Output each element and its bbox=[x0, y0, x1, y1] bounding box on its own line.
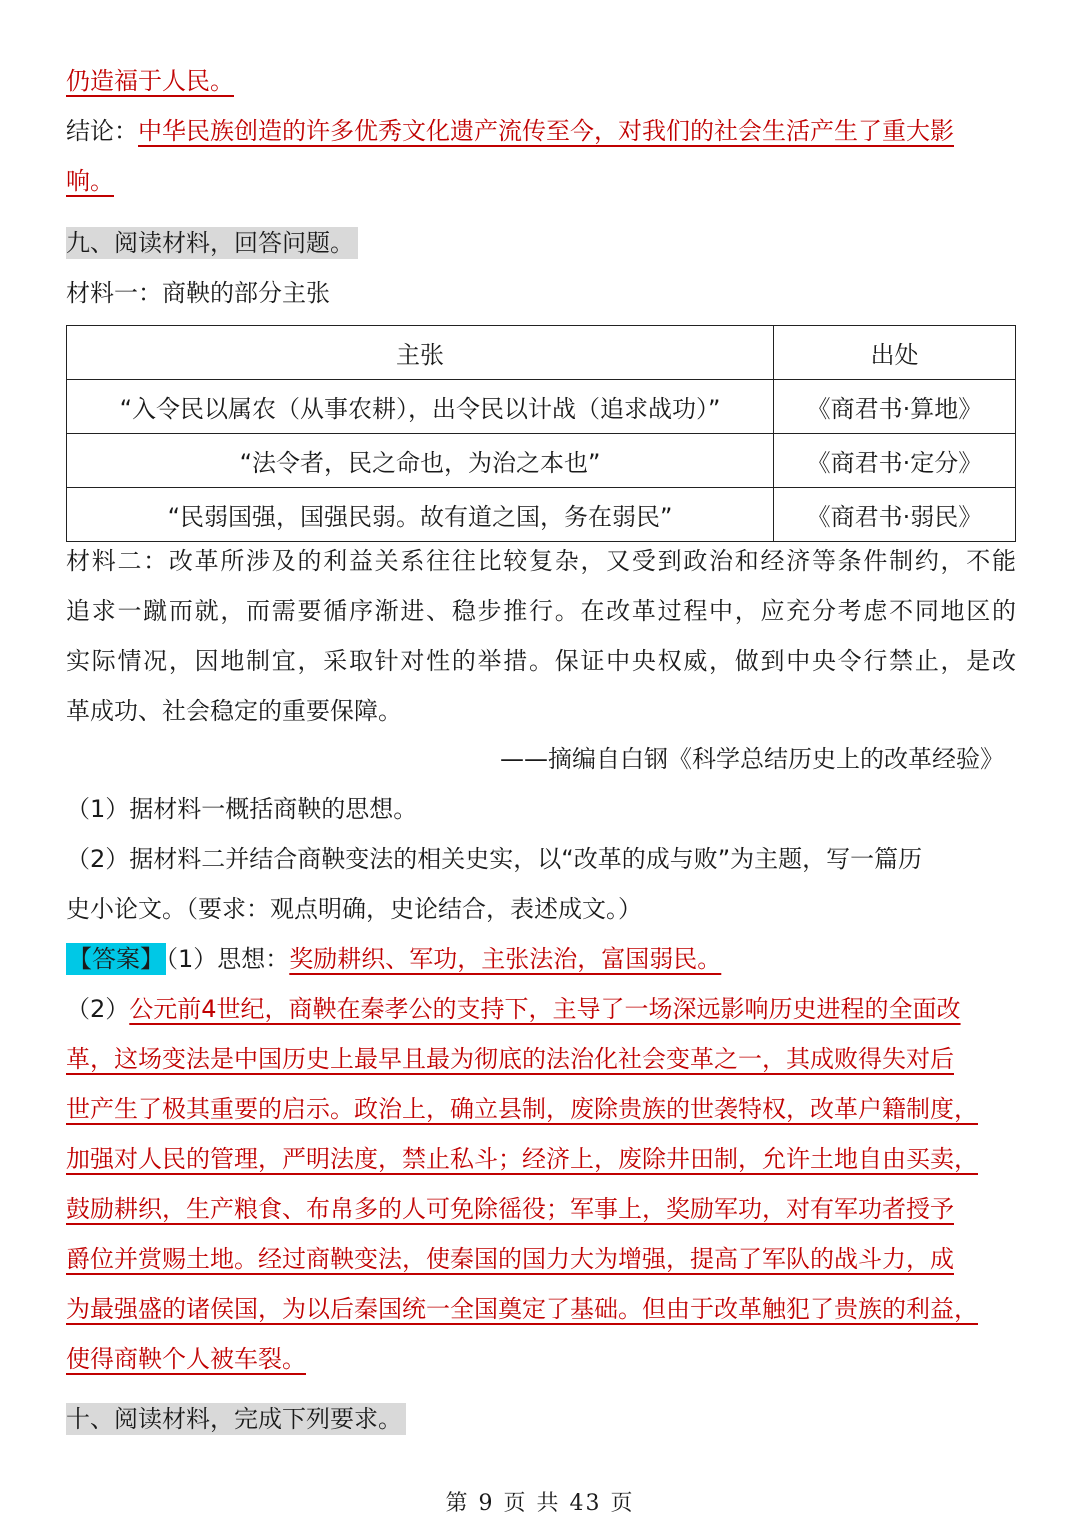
answer-text: 仍造福于人民。 bbox=[66, 67, 234, 95]
page-footer: 第 9 页 共 43 页 bbox=[445, 1491, 635, 1516]
answer-2-line: 世产生了极其重要的启示。政治上，确立县制，废除贵族的世袭特权，改革户籍制度， bbox=[66, 1095, 978, 1123]
question-1: （1）据材料一概括商鞅的思想。 bbox=[66, 795, 418, 823]
material-2-source: ——摘编自白钢《科学总结历史上的改革经验》 bbox=[500, 745, 1004, 773]
answer-line-top bbox=[66, 64, 234, 98]
question-2: （2）据材料二并结合商鞅变法的相关史实，以“改革的成与败”为主题，写一篇历 bbox=[66, 845, 923, 873]
table-header-row bbox=[67, 326, 1016, 380]
conclusion-label: 结论： bbox=[66, 117, 138, 145]
material-1-title: 材料一：商鞅的部分主张 bbox=[66, 279, 330, 307]
proposals-table bbox=[66, 325, 1016, 542]
answer-2-prefix: （2） bbox=[66, 995, 130, 1023]
answer-2-line: 使得商鞅个人被车裂。 bbox=[66, 1345, 306, 1373]
material-2-line: 材料二：改革所涉及的利益关系往往比较复杂，又受到政治和经济等条件制约，不能 bbox=[66, 547, 1016, 575]
answer-2-line: 加强对人民的管理，严明法度，禁止私斗；经济上，废除井田制，允许土地自由买卖， bbox=[66, 1145, 978, 1173]
answer-1-text: 奖励耕织、军功，主张法治，富国弱民。 bbox=[289, 945, 722, 973]
table-row bbox=[67, 488, 1016, 542]
conclusion-text: 中华民族创造的许多优秀文化遗产流传至今，对我们的社会生活产生了重大影 bbox=[138, 117, 954, 145]
material-2-line: 革成功、社会稳定的重要保障。 bbox=[66, 697, 402, 725]
question-9-heading: 九、阅读材料，回答问题。 bbox=[66, 226, 358, 260]
table-row bbox=[67, 380, 1016, 434]
table-cell: 《商君书·算地》 bbox=[774, 380, 1016, 434]
answer-2-text: 公元前4世纪，商鞅在秦孝公的支持下，主导了一场深远影响历史进程的全面改 bbox=[129, 995, 961, 1023]
answer-2-line: 革，这场变法是中国历史上最早且最为彻底的法治化社会变革之一，其成败得失对后 bbox=[66, 1045, 954, 1073]
answer-1-line bbox=[66, 942, 721, 976]
table-cell: “民弱国强，国强民弱。故有道之国，务在弱民” bbox=[67, 488, 774, 542]
answer-2-line bbox=[66, 992, 961, 1026]
answer-2-line: 鼓励耕织，生产粮食、布帛多的人可免除徭役；军事上，奖励军功，对有军功者授予 bbox=[66, 1195, 954, 1223]
table-cell: 《商君书·弱民》 bbox=[774, 488, 1016, 542]
answer-tag: 【答案】 bbox=[68, 945, 164, 973]
conclusion-line-2 bbox=[66, 164, 114, 198]
table-cell: 《商君书·定分》 bbox=[774, 434, 1016, 488]
material-2-line: 实际情况，因地制宜，采取针对性的举措。保证中央权威，做到中央令行禁止，是改 bbox=[66, 647, 1016, 675]
conclusion-line bbox=[66, 114, 954, 148]
table-cell: “法令者，民之命也，为治之本也” bbox=[67, 434, 774, 488]
answer-1-prefix: （1）思想： bbox=[166, 945, 290, 973]
answer-2-line: 为最强盛的诸侯国，为以后秦国统一全国奠定了基础。但由于改革触犯了贵族的利益， bbox=[66, 1295, 978, 1323]
table-cell: “入令民以属农（从事农耕），出令民以计战（追求战功）” bbox=[67, 380, 774, 434]
conclusion-text-2: 响。 bbox=[66, 167, 114, 195]
table-header-cell: 出处 bbox=[774, 326, 1016, 380]
question-2-cont: 史小论文。（要求：观点明确，史论结合，表述成文。） bbox=[66, 895, 642, 923]
table-row bbox=[67, 434, 1016, 488]
table-header-cell: 主张 bbox=[67, 326, 774, 380]
answer-2-line: 爵位并赏赐土地。经过商鞅变法，使秦国的国力大为增强，提高了军队的战斗力，成 bbox=[66, 1245, 954, 1273]
question-10-heading: 十、阅读材料，完成下列要求。 bbox=[66, 1402, 406, 1436]
material-2-line: 追求一蹴而就，而需要循序渐进、稳步推行。在改革过程中，应充分考虑不同地区的 bbox=[66, 597, 1016, 625]
